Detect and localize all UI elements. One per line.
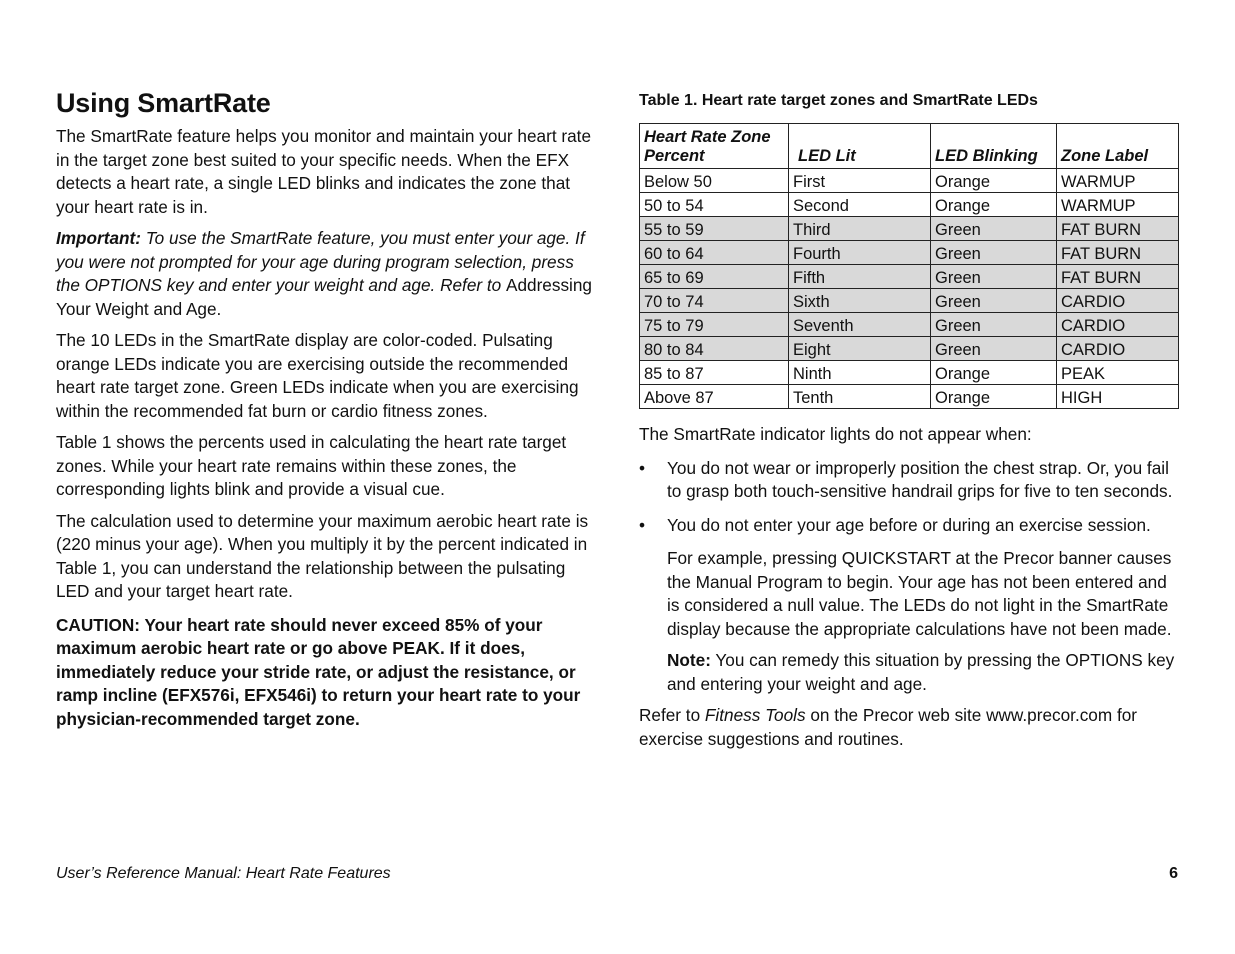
cell-label: HIGH	[1057, 385, 1179, 409]
cell-label: FAT BURN	[1057, 265, 1179, 289]
right-column	[639, 92, 1181, 759]
page-number: 6	[1169, 865, 1178, 882]
cell-lit: Tenth	[789, 385, 931, 409]
cell-label: PEAK	[1057, 361, 1179, 385]
cell-lit: Sixth	[789, 289, 931, 313]
cell-lit: First	[789, 169, 931, 193]
cell-lit: Fourth	[789, 241, 931, 265]
cell-lit: Fifth	[789, 265, 931, 289]
refer-text-a: Refer to	[639, 705, 705, 725]
cell-zone: 80 to 84	[640, 337, 789, 361]
cell-label: WARMUP	[1057, 193, 1179, 217]
list-item	[639, 514, 1181, 538]
cell-zone: 55 to 59	[640, 217, 789, 241]
cell-label: CARDIO	[1057, 313, 1179, 337]
bullet-text: You do not wear or improperly position the chest strap. Or, you fail to grasp both touch-sensitive handrail grips for five to ten seconds.	[667, 457, 1173, 501]
refer-text-b: on the Precor web site www.precor.com for exercise suggestions and routines.	[639, 705, 1138, 749]
page-title: Using SmartRate	[56, 88, 271, 118]
left-column	[56, 88, 596, 731]
cell-blink: Orange	[931, 169, 1057, 193]
table-row	[640, 337, 1179, 361]
paragraph-refer	[639, 704, 1181, 751]
header-zone-label: Zone Label	[1057, 124, 1179, 169]
cell-zone: 75 to 79	[640, 313, 789, 337]
header-zone-percent: Heart Rate Zone Percent	[640, 124, 789, 169]
bullet-text: You do not enter your age before or during an exercise session.	[667, 514, 1151, 535]
cell-blink: Green	[931, 289, 1057, 313]
table-row	[640, 313, 1179, 337]
refer-fitness-tools: Fitness Tools	[704, 705, 806, 725]
cell-zone: Above 87	[640, 385, 789, 409]
paragraph-table-ref: Table 1 shows the percents used in calculating the heart rate target zones. While your heart rate remains within these zones, the corresponding lights blink and provide a visual cue.	[56, 432, 567, 499]
cell-blink: Orange	[931, 193, 1057, 217]
cell-label: WARMUP	[1057, 169, 1179, 193]
table-row	[640, 361, 1179, 385]
paragraph-note	[639, 649, 1181, 696]
header-led-lit: LED Lit	[789, 124, 931, 169]
table-row	[640, 241, 1179, 265]
cell-blink: Green	[931, 241, 1057, 265]
table-row	[640, 289, 1179, 313]
cell-zone: 85 to 87	[640, 361, 789, 385]
cell-blink: Green	[931, 313, 1057, 337]
paragraph-intro: The SmartRate feature helps you monitor and maintain your heart rate in the target zone best suited to your specific needs. When the EFX detects a heart rate, a single LED blinks and indicates the zone that your heart rate is in.	[56, 126, 592, 217]
cell-label: CARDIO	[1057, 289, 1179, 313]
cell-blink: Green	[931, 337, 1057, 361]
cell-label: CARDIO	[1057, 337, 1179, 361]
paragraph-indicator-intro: The SmartRate indicator lights do not appear when:	[639, 424, 1032, 444]
table-row	[640, 217, 1179, 241]
note-label: Note:	[667, 650, 711, 670]
important-text: To use the SmartRate feature, you must enter your age. If you were not prompted for your age during program selection, press the OPTIONS key and enter your weight and age. Refer to	[56, 228, 585, 295]
paragraph-example: For example, pressing QUICKSTART at the Precor banner causes the Manual Program to begin. Your age has not been entered and is considered a null value. The LEDs do not light in the SmartRate display because the appropriate calculations have not been made.	[667, 548, 1172, 639]
important-label: Important:	[56, 228, 141, 248]
bullet-list	[639, 457, 1181, 538]
cell-lit: Eight	[789, 337, 931, 361]
cell-zone: 60 to 64	[640, 241, 789, 265]
cell-lit: Second	[789, 193, 931, 217]
cell-blink: Orange	[931, 361, 1057, 385]
heart-rate-table	[639, 123, 1179, 409]
table-row	[640, 385, 1179, 409]
cell-zone: 70 to 74	[640, 289, 789, 313]
cell-label: FAT BURN	[1057, 217, 1179, 241]
cell-zone: 50 to 54	[640, 193, 789, 217]
cell-lit: Seventh	[789, 313, 931, 337]
cell-label: FAT BURN	[1057, 241, 1179, 265]
note-text: You can remedy this situation by pressing the OPTIONS key and entering your weight and age.	[667, 650, 1175, 694]
important-reference: Addressing Your Weight and Age.	[56, 275, 592, 319]
cell-blink: Green	[931, 265, 1057, 289]
table-caption: Table 1. Heart rate target zones and SmartRate LEDs	[639, 92, 1038, 109]
header-led-blinking: LED Blinking	[931, 124, 1057, 169]
bullet-icon: •	[639, 514, 646, 535]
paragraph-important	[56, 227, 596, 321]
cell-blink: Orange	[931, 385, 1057, 409]
table-row	[640, 265, 1179, 289]
footer-title: User’s Reference Manual: Heart Rate Features	[56, 865, 391, 882]
bullet-icon: •	[639, 457, 646, 478]
cell-blink: Green	[931, 217, 1057, 241]
paragraph-calculation: The calculation used to determine your maximum aerobic heart rate is (220 minus your age). When you multiply it by the percent indicated in Table 1, you can understand the relationship between the pulsating LED and your target heart rate.	[56, 510, 589, 601]
cell-lit: Ninth	[789, 361, 931, 385]
cell-zone: Below 50	[640, 169, 789, 193]
cell-lit: Third	[789, 217, 931, 241]
list-item	[639, 457, 1181, 504]
table-header-row	[640, 124, 1179, 169]
paragraph-leds: The 10 LEDs in the SmartRate display are color-coded. Pulsating orange LEDs indicate you are exercising outside the recommended heart rate target zone. Green LEDs indicate when you are exercising within the recommended fat burn or cardio fitness zones.	[56, 330, 579, 421]
cell-zone: 65 to 69	[640, 265, 789, 289]
caution-text: CAUTION: Your heart rate should never exceed 85% of your maximum aerobic heart rate or go above PEAK. If it does, immediately reduce your stride rate, or adjust the resistance, or ramp incline (EFX576i, EFX546i) to return your heart rate to your physician-recommended target zone.	[56, 614, 581, 729]
table-row	[640, 169, 1179, 193]
table-row	[640, 193, 1179, 217]
